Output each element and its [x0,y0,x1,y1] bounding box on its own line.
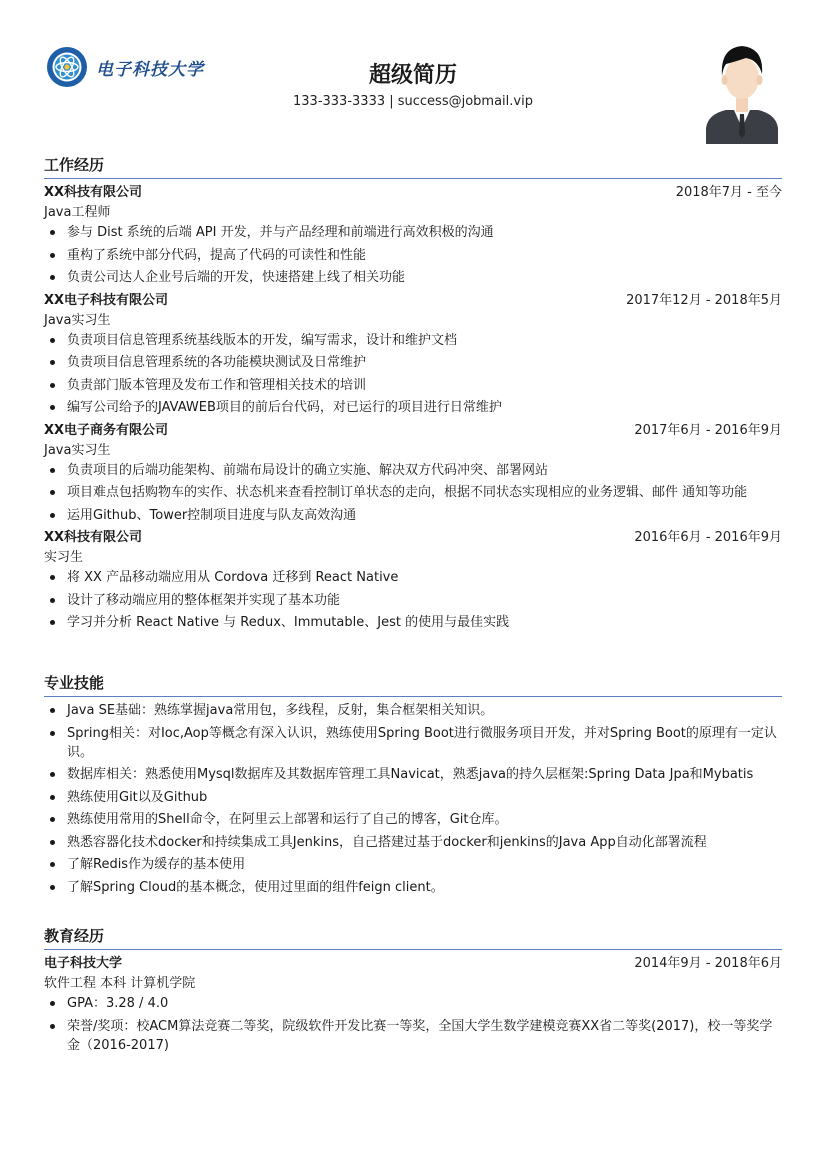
job-role: Java实习生 [44,312,111,328]
list-item: 负责部门版本管理及发布工作和管理相关技术的培训 [44,376,782,395]
job-role: Java工程师 [44,205,111,220]
job-role: Java实习生 [44,442,111,458]
list-item: 负责公司达人企业号后端的开发，快速搭建上线了相关功能 [44,268,782,287]
list-item: 设计了移动端应用的整体框架并实现了基本功能 [44,591,782,610]
list-item: 熟练使用常用的Shell命令，在阿里云上部署和运行了自己的博客，Git仓库。 [44,810,782,829]
section-title-work: 工作经历 [44,154,782,179]
list-item: Java SE基础：熟练掌握java常用包，多线程，反射，集合框架相关知识。 [44,701,782,720]
job-entry [44,528,782,632]
work-experience-section [44,154,782,636]
company-name: XX电子科技有限公司 [44,292,169,308]
job-entry [44,183,782,287]
job-entry [44,291,782,418]
list-item: 将 XX 产品移动端应用从 Cordova 迁移到 React Native [44,568,782,587]
job-entry [44,421,782,525]
job-bullets [44,331,782,418]
education-header [44,954,782,974]
list-item: 数据库相关：熟悉使用Mysql数据库及其数据库管理工具Navicat，熟悉java的持久层框架:Spring Data Jpa和Mybatis [44,765,782,784]
company-name: XX科技有限公司 [44,530,143,545]
section-title-skills: 专业技能 [44,672,782,697]
education-period: 2014年9月 - 2018年6月 [634,956,782,971]
section-title-education: 教育经历 [44,925,782,950]
education-detail: 软件工程 本科 计算机学院 [44,976,196,991]
logo-text: 电子科技大学 [96,59,204,80]
school-name: 电子科技大学 [44,956,123,971]
avatar-photo [704,42,780,144]
list-item: 了解Redis作为缓存的基本使用 [44,855,782,874]
job-bullets [44,568,782,632]
list-item: 负责项目信息管理系统基线版本的开发，编写需求，设计和维护文档 [44,331,782,350]
job-bullets [44,461,782,525]
list-item: 荣誉/奖项：校ACM算法竞赛二等奖，院级软件开发比赛一等奖，全国大学生数学建模竞赛XX省二等奖(2017)，校一等奖学金（2016-2017) [44,1017,782,1055]
education-list [44,994,782,1055]
skills-list [44,701,782,897]
job-period: 2017年12月 - 2018年5月 [626,292,782,308]
list-item: GPA：3.28 / 4.0 [44,994,782,1013]
resume-name: 超级简历 [368,63,457,88]
list-item: 参与 Dist 系统的后端 API 开发，并与产品经理和前端进行高效积极的沟通 [44,223,782,242]
job-header [44,421,782,441]
education-section [44,925,782,1058]
contact-line: 133-333-3333 | success@jobmail.vip [293,94,533,109]
job-list [44,183,782,632]
list-item: Spring相关：对Ioc,Aop等概念有深入认识，熟练使用Spring Boot进行微服务项目开发，并对Spring Boot的原理有一定认识。 [44,724,782,762]
skills-section [44,672,782,900]
job-header [44,183,782,203]
job-period: 2017年6月 - 2016年9月 [634,422,782,438]
job-role: 实习生 [44,550,84,565]
list-item: 负责项目的后端功能架构、前端布局设计的确立实施、解决双方代码冲突、部署网站 [44,461,782,480]
job-bullets [44,223,782,287]
job-period: 2016年6月 - 2016年9月 [634,530,782,545]
list-item: 了解Spring Cloud的基本概念，使用过里面的组件feign client。 [44,878,782,897]
list-item: 学习并分析 React Native 与 Redux、Immutable、Jest 的使用与最佳实践 [44,613,782,632]
list-item: 项目难点包括购物车的实作、状态机来查看控制订单状态的走向，根据不同状态实现相应的业务逻辑、邮件 通知等功能 [44,483,782,502]
list-item: 熟练使用Git以及Github [44,788,782,807]
job-header [44,291,782,311]
job-period: 2018年7月 - 至今 [675,185,782,200]
list-item: 负责项目信息管理系统的各功能模块测试及日常维护 [44,353,782,372]
job-header [44,528,782,548]
list-item: 熟悉容器化技术docker和持续集成工具Jenkins，自己搭建过基于docker和jenkins的Java App自动化部署流程 [44,833,782,852]
company-name: XX科技有限公司 [44,185,143,200]
list-item: 重构了系统中部分代码，提高了代码的可读性和性能 [44,246,782,265]
company-name: XX电子商务有限公司 [44,422,169,438]
list-item: 编写公司给予的JAVAWEB项目的前后台代码，对已运行的项目进行日常维护 [44,398,782,417]
list-item: 运用Github、Tower控制项目进度与队友高效沟通 [44,506,782,525]
